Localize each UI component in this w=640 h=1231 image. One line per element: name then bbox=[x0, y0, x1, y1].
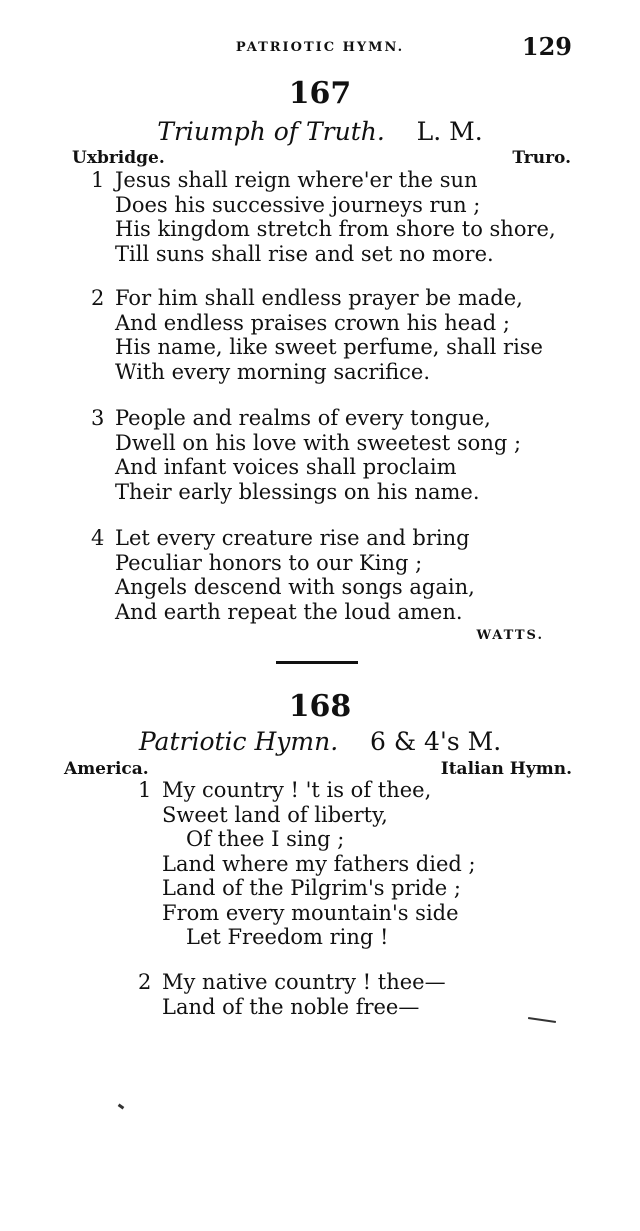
verse-line: His name, like sweet perfume, shall rise bbox=[115, 335, 543, 359]
verse-line bbox=[138, 970, 446, 995]
verse-text: For him shall endless prayer be made, bbox=[115, 286, 523, 310]
tune-right: Italian Hymn. bbox=[440, 759, 572, 779]
running-head bbox=[70, 32, 570, 60]
hymn-title bbox=[0, 117, 640, 146]
hymn-title bbox=[0, 727, 640, 756]
verse-line: Sweet land of liberty, bbox=[162, 802, 388, 827]
stanza bbox=[91, 526, 475, 624]
stanza bbox=[91, 286, 543, 384]
stanza-number: 1 bbox=[91, 168, 105, 192]
page-number: 129 bbox=[521, 32, 572, 61]
verse-line: And infant voices shall proclaim bbox=[115, 455, 457, 479]
verse-line: Their early blessings on his name. bbox=[115, 479, 480, 504]
verse-line bbox=[91, 286, 543, 311]
verse-line: Land where my fathers died ; bbox=[162, 851, 476, 876]
hymn-meter: 6 & 4's M. bbox=[369, 727, 502, 756]
stanza-number: 1 bbox=[138, 778, 152, 802]
verse-line: With every morning sacrifice. bbox=[115, 359, 431, 384]
verse-line: Let Freedom ring ! bbox=[186, 925, 389, 949]
verse-line: From every mountain's side bbox=[162, 900, 459, 925]
verse-line: Dwell on his love with sweetest song ; bbox=[115, 430, 522, 455]
verse-text: My native country ! thee— bbox=[162, 970, 446, 994]
verse-line: His kingdom stretch from shore to shore, bbox=[115, 217, 556, 241]
verse-text: Jesus shall reign where'er the sun bbox=[115, 168, 478, 192]
verse-line bbox=[91, 526, 475, 551]
verse-line: Peculiar honors to our King ; bbox=[115, 550, 423, 575]
stanza bbox=[138, 970, 446, 1019]
verse-text: Let every creature rise and bring bbox=[115, 526, 470, 550]
verse-line: Till suns shall rise and set no more. bbox=[115, 241, 494, 266]
verse-line: Angels descend with songs again, bbox=[115, 575, 475, 599]
verse-line: Land of the noble free— bbox=[162, 994, 420, 1019]
verse-text: My country ! 't is of thee, bbox=[162, 778, 432, 802]
ink-speck bbox=[528, 1017, 556, 1023]
verse-line: Of thee I sing ; bbox=[186, 827, 345, 851]
verse-line: And earth repeat the loud amen. bbox=[115, 599, 463, 624]
ink-speck bbox=[118, 1104, 125, 1110]
running-title: PATRIOTIC HYMN. bbox=[235, 40, 405, 55]
hymn-meter: L. M. bbox=[416, 117, 483, 146]
stanza-number: 3 bbox=[91, 406, 105, 430]
tune-right: Truro. bbox=[512, 148, 571, 168]
hymn-number: 168 bbox=[288, 689, 352, 724]
tune-left: Uxbridge. bbox=[72, 148, 165, 168]
tune-names bbox=[72, 148, 571, 170]
author: WATTS. bbox=[476, 628, 544, 643]
hymn-title-text: Patriotic Hymn. bbox=[138, 727, 339, 756]
verse-line bbox=[91, 406, 521, 431]
section-divider bbox=[276, 661, 358, 664]
verse-line: And endless praises crown his head ; bbox=[115, 310, 510, 335]
stanza-number: 2 bbox=[138, 970, 152, 994]
tune-left: America. bbox=[64, 759, 149, 779]
stanza-number: 4 bbox=[91, 526, 105, 550]
verse-line: Does his successive journeys run ; bbox=[115, 192, 481, 217]
verse-line bbox=[138, 778, 476, 803]
verse-line bbox=[91, 168, 556, 193]
hymn-number: 167 bbox=[288, 76, 352, 111]
stanza bbox=[91, 168, 556, 266]
stanza bbox=[138, 778, 476, 950]
verse-line: Land of the Pilgrim's pride ; bbox=[162, 876, 461, 900]
stanza bbox=[91, 406, 522, 504]
stanza-number: 2 bbox=[91, 286, 105, 310]
hymn-title-text: Triumph of Truth. bbox=[157, 117, 385, 146]
verse-text: People and realms of every tongue, bbox=[115, 406, 491, 430]
